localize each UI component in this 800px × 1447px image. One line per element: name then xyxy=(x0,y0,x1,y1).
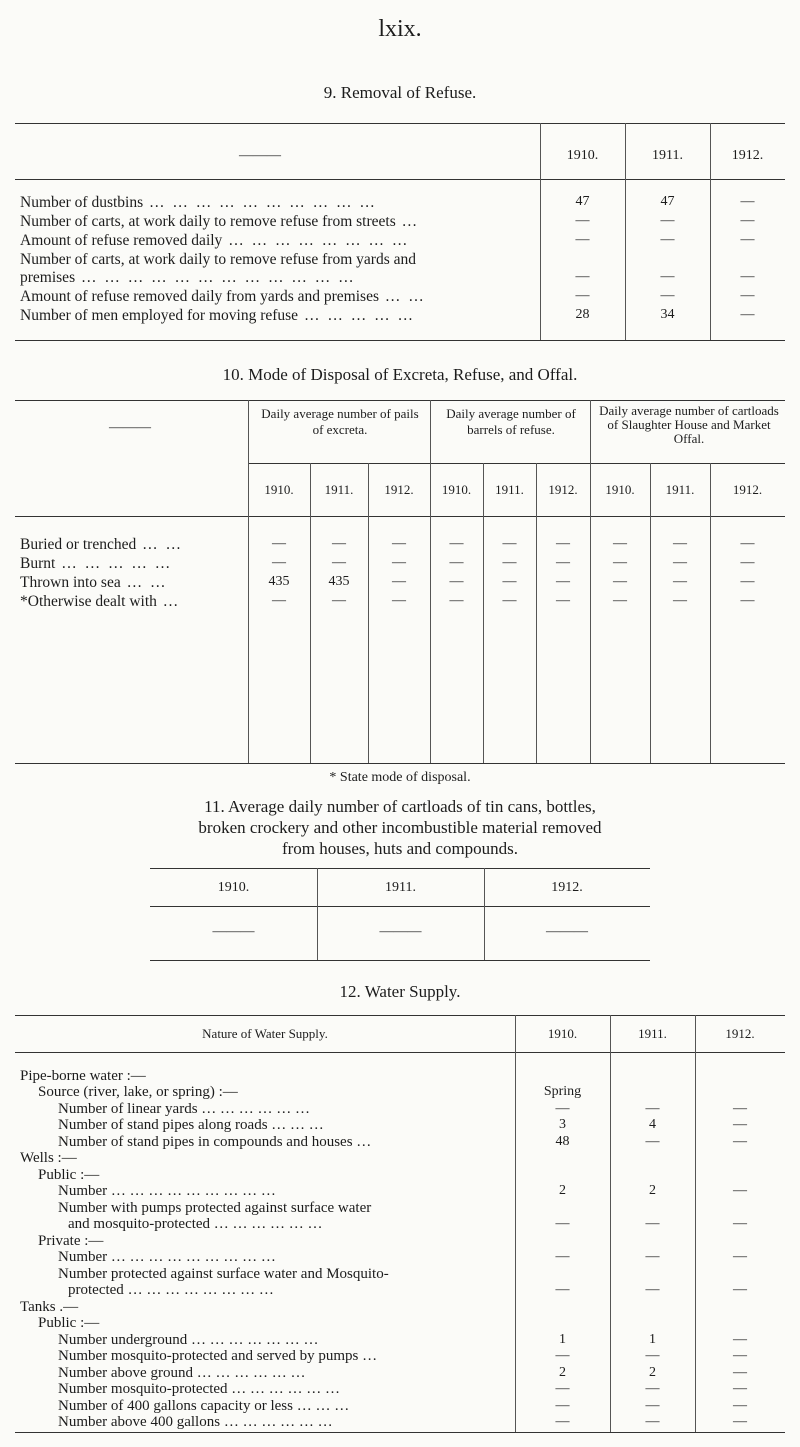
value-cell: — xyxy=(733,1282,747,1297)
value-cell: — xyxy=(733,1183,747,1198)
leader-dots: … … … … … … xyxy=(227,1381,341,1397)
footnote: * State mode of disposal. xyxy=(329,770,471,785)
value-cell: 2 xyxy=(559,1365,566,1380)
value-cell: — xyxy=(645,1414,660,1429)
row-label-text: Number above ground xyxy=(58,1365,193,1381)
value-cell: — xyxy=(740,232,755,247)
value-cell: — xyxy=(555,1381,570,1396)
value-cell: 2 xyxy=(649,1183,656,1198)
row-label xyxy=(58,1332,319,1349)
value-cell: — xyxy=(502,593,517,608)
year-header: 1912. xyxy=(725,1026,755,1041)
rule xyxy=(15,1432,785,1433)
row-label-text: Number underground xyxy=(58,1332,188,1348)
row-label-text: Number of 400 gallons capacity or less xyxy=(58,1398,293,1414)
leader-dots: … … … … … … xyxy=(197,1101,311,1117)
row-label-text: premises xyxy=(20,269,76,286)
row-label-text: Wells :— xyxy=(20,1150,77,1166)
row-label-text: Public :— xyxy=(38,1167,100,1183)
column-divider xyxy=(368,463,369,763)
value-cell: Spring xyxy=(543,1084,582,1099)
value-cell: — xyxy=(673,574,687,589)
rule xyxy=(15,763,785,764)
value-cell: — xyxy=(645,1381,660,1396)
value-cell: — xyxy=(733,1117,747,1132)
value-cell: — xyxy=(613,555,627,570)
row-label-text: Number of linear yards xyxy=(58,1101,198,1117)
value-cell: — xyxy=(556,593,570,608)
value-cell: — xyxy=(392,555,406,570)
row-label-text: Thrown into sea xyxy=(20,574,121,591)
row-label-text: Tanks .— xyxy=(20,1299,79,1315)
value-cell: — xyxy=(660,288,675,303)
value-cell: — xyxy=(272,536,286,551)
row-label xyxy=(68,1282,274,1299)
rule xyxy=(150,960,650,961)
value-cell: — xyxy=(733,1134,747,1149)
leader-dots: … … … … … … … … … … xyxy=(143,194,377,211)
value-cell: 1 xyxy=(649,1332,656,1347)
year-header: 1911. xyxy=(495,482,524,497)
value-cell: — xyxy=(740,536,755,551)
row-label-text: Burnt xyxy=(20,555,56,572)
row-label xyxy=(38,1084,238,1101)
value-cell: — xyxy=(392,593,406,608)
value-cell: — xyxy=(740,194,755,209)
column-divider xyxy=(650,463,651,763)
leader-dots: … … xyxy=(120,574,168,591)
value-cell: — xyxy=(332,536,346,551)
row-label xyxy=(58,1348,377,1365)
row-label xyxy=(20,574,167,592)
year-header: 1911. xyxy=(638,1026,667,1041)
value-cell: ——— xyxy=(212,924,255,939)
group-header-refuse: Daily average number of barrels of refuse. xyxy=(446,406,576,437)
row-label-text: Number of stand pipes along roads xyxy=(58,1117,268,1133)
row-label-text: Amount of refuse removed daily xyxy=(20,232,223,249)
row-label xyxy=(20,213,419,231)
leader-dots: … xyxy=(352,1134,372,1150)
leader-dots: … xyxy=(358,1348,378,1364)
leader-dots: … … … … … … xyxy=(220,1414,333,1430)
rule xyxy=(150,906,650,907)
value-cell: — xyxy=(575,232,590,247)
row-label-text: and mosquito-protected xyxy=(68,1216,211,1232)
row-label xyxy=(58,1414,333,1431)
value-cell: 4 xyxy=(649,1117,656,1132)
value-cell: — xyxy=(740,269,755,284)
value-cell: — xyxy=(733,1348,747,1363)
row-label-text: Private :— xyxy=(38,1233,104,1249)
row-label xyxy=(20,307,415,325)
value-cell: — xyxy=(555,1249,570,1264)
value-cell: — xyxy=(660,269,675,284)
value-cell: — xyxy=(645,1249,660,1264)
year-header: 1911. xyxy=(324,482,354,497)
value-cell: — xyxy=(556,536,570,551)
row-label xyxy=(58,1183,276,1200)
value-cell: — xyxy=(733,1249,747,1264)
value-cell: — xyxy=(613,593,627,608)
row-label xyxy=(58,1381,340,1398)
value-cell: — xyxy=(673,593,687,608)
value-cell: — xyxy=(555,1398,570,1413)
row-label-text: Number protected against surface water and Mosquito- xyxy=(58,1266,389,1282)
row-label xyxy=(58,1266,389,1283)
value-cell: 2 xyxy=(649,1365,656,1380)
year-header: 1912. xyxy=(732,482,763,497)
row-label xyxy=(38,1167,99,1184)
row-label xyxy=(38,1233,103,1250)
value-cell: — xyxy=(613,536,627,551)
leader-dots: … … … … … … … … … xyxy=(107,1183,276,1199)
value-cell: — xyxy=(502,555,517,570)
leader-dots: … … xyxy=(136,536,183,553)
value-cell: — xyxy=(733,1101,747,1116)
year-header: 1910. xyxy=(264,482,294,497)
section-9-title: 9. Removal of Refuse. xyxy=(323,83,477,102)
value-cell: — xyxy=(673,555,687,570)
value-cell: — xyxy=(575,213,590,228)
leader-dots: … … … … … xyxy=(298,307,415,324)
value-cell: 2 xyxy=(559,1183,566,1198)
rule xyxy=(15,1052,785,1053)
value-cell: — xyxy=(740,307,755,322)
value-cell: 34 xyxy=(660,307,675,322)
value-cell: — xyxy=(449,536,464,551)
year-header: 1912. xyxy=(731,148,764,163)
value-cell: — xyxy=(645,1282,660,1297)
group-header-excreta: Daily average number of pails of excreta. xyxy=(261,406,419,437)
value-cell: — xyxy=(555,1348,570,1363)
row-label xyxy=(58,1249,276,1266)
value-cell: — xyxy=(392,536,406,551)
rule xyxy=(15,516,785,517)
row-label xyxy=(20,1150,77,1167)
value-cell: — xyxy=(740,213,755,228)
row-label-text: Number above 400 gallons xyxy=(58,1414,221,1430)
value-cell: 3 xyxy=(559,1117,566,1132)
row-label xyxy=(58,1101,310,1118)
value-cell: — xyxy=(660,232,675,247)
value-cell: — xyxy=(449,555,464,570)
corner-dash: ——— xyxy=(239,148,281,163)
row-label xyxy=(20,593,180,611)
value-cell: — xyxy=(575,269,590,284)
value-cell: ——— xyxy=(379,924,422,939)
row-label xyxy=(20,232,409,250)
value-cell: 435 xyxy=(328,574,350,589)
value-cell: 28 xyxy=(575,307,590,322)
value-cell: — xyxy=(332,593,346,608)
value-cell: — xyxy=(575,288,590,303)
value-cell: 435 xyxy=(268,574,290,589)
value-cell: — xyxy=(449,574,464,589)
leader-dots: … … … … … … xyxy=(210,1216,323,1232)
year-header: 1911. xyxy=(652,148,683,163)
row-label-text: Number xyxy=(58,1249,108,1265)
value-cell: — xyxy=(613,574,627,589)
leader-dots: … … xyxy=(378,288,426,305)
row-label xyxy=(20,269,356,287)
row-label xyxy=(20,536,183,554)
year-header: 1910. xyxy=(566,148,599,163)
year-header: 1912. xyxy=(384,482,414,497)
rule xyxy=(15,179,785,180)
leader-dots: … … … … … … … xyxy=(187,1332,319,1348)
value-cell: — xyxy=(645,1101,660,1116)
value-cell: — xyxy=(502,536,517,551)
row-label xyxy=(20,251,416,269)
row-label-text: Number mosquito-protected xyxy=(58,1381,228,1397)
section-11-title-line2: broken crockery and other incombustible material removed xyxy=(198,818,602,837)
value-cell: — xyxy=(673,536,687,551)
row-label-text: Buried or trenched xyxy=(20,536,137,553)
rule xyxy=(150,868,650,869)
row-label-text: Number of dustbins xyxy=(20,194,144,211)
value-cell: — xyxy=(555,1101,570,1116)
section-12-title: 12. Water Supply. xyxy=(339,982,461,1001)
value-cell: — xyxy=(733,1365,747,1380)
row-label xyxy=(58,1117,324,1134)
row-label-text: Number mosquito-protected and served by pumps xyxy=(58,1348,359,1364)
value-cell: — xyxy=(733,1398,747,1413)
row-label xyxy=(58,1200,371,1217)
row-label-text: Number of men employed for moving refuse xyxy=(20,307,299,324)
row-label-text: Number of stand pipes in compounds and houses xyxy=(58,1134,353,1150)
value-cell: — xyxy=(645,1398,660,1413)
column-divider xyxy=(310,463,311,763)
value-cell: 47 xyxy=(575,194,590,209)
value-cell: — xyxy=(645,1134,660,1149)
column-divider xyxy=(483,463,484,763)
value-cell: — xyxy=(740,574,755,589)
row-label-text: Number of carts, at work daily to remove refuse from yards and xyxy=(20,251,416,268)
leader-dots: … … … xyxy=(292,1398,350,1414)
row-label xyxy=(58,1365,305,1382)
rule xyxy=(248,463,785,464)
rule xyxy=(15,400,785,401)
row-label-text: Number of carts, at work daily to remove refuse from streets xyxy=(20,213,396,230)
row-label xyxy=(20,555,172,573)
value-cell: — xyxy=(555,1216,570,1231)
row-label-text: Public :— xyxy=(38,1315,100,1331)
row-label xyxy=(20,1068,146,1085)
rule xyxy=(15,123,785,124)
year-header: 1910. xyxy=(217,880,250,895)
value-cell: — xyxy=(740,593,755,608)
nature-header: Nature of Water Supply. xyxy=(202,1026,328,1041)
leader-dots: … … … … … … … … xyxy=(123,1282,274,1298)
corner-dash: ——— xyxy=(109,420,151,435)
row-label-text: protected xyxy=(68,1282,124,1298)
year-header: 1910. xyxy=(441,482,472,497)
year-header: 1910. xyxy=(547,1026,578,1041)
value-cell: — xyxy=(740,555,755,570)
year-header: 1912. xyxy=(551,880,583,895)
section-11-title-line3: from houses, huts and compounds. xyxy=(281,839,519,858)
leader-dots: … xyxy=(395,213,420,230)
leader-dots: … … … … … xyxy=(55,555,173,572)
value-cell: — xyxy=(645,1348,660,1363)
value-cell: — xyxy=(332,555,346,570)
leader-dots: … … … … … … xyxy=(192,1365,306,1381)
value-cell: — xyxy=(555,1282,570,1297)
row-label xyxy=(68,1216,323,1233)
value-cell: — xyxy=(555,1414,570,1429)
section-11-title-line1: 11. Average daily number of cartloads of tin cans, bottles, xyxy=(204,797,596,816)
row-label xyxy=(58,1398,349,1415)
value-cell: — xyxy=(392,574,406,589)
row-label-text: Number with pumps protected against surface water xyxy=(58,1200,372,1216)
leader-dots: … xyxy=(156,593,181,610)
row-label-text: Amount of refuse removed daily from yards and premises xyxy=(20,288,379,305)
value-cell: — xyxy=(733,1414,747,1429)
row-label xyxy=(20,1299,78,1316)
column-divider xyxy=(710,463,711,763)
value-cell: — xyxy=(740,288,755,303)
section-10-title: 10. Mode of Disposal of Excreta, Refuse, and Offal. xyxy=(222,365,578,384)
value-cell: — xyxy=(556,555,570,570)
value-cell: — xyxy=(556,574,570,589)
row-label-text: Pipe-borne water :— xyxy=(20,1068,146,1084)
value-cell: — xyxy=(272,593,286,608)
row-label xyxy=(20,288,426,306)
row-label-text: Number xyxy=(58,1183,108,1199)
rule xyxy=(15,1015,785,1016)
year-header: 1911. xyxy=(665,482,695,497)
value-cell: 1 xyxy=(559,1332,566,1347)
value-cell: — xyxy=(502,574,517,589)
value-cell: 48 xyxy=(555,1134,570,1149)
leader-dots: … … … … … … … … xyxy=(222,232,410,249)
value-cell: — xyxy=(660,213,675,228)
group-header-offal: Daily average number of cartloads of Slaughter House and Market Offal. xyxy=(599,403,779,446)
year-header: 1910. xyxy=(605,482,635,497)
year-header: 1912. xyxy=(548,482,578,497)
row-label-text: *Otherwise dealt with xyxy=(20,593,157,610)
leader-dots: … … … xyxy=(267,1117,324,1133)
leader-dots: … … … … … … … … … … … … xyxy=(75,269,356,286)
value-cell: 47 xyxy=(660,194,675,209)
value-cell: — xyxy=(272,555,286,570)
column-divider xyxy=(536,463,537,763)
value-cell: — xyxy=(733,1216,747,1231)
value-cell: — xyxy=(449,593,464,608)
value-cell: — xyxy=(733,1332,747,1347)
page-number: lxix. xyxy=(378,16,422,42)
value-cell: — xyxy=(733,1381,747,1396)
value-cell: — xyxy=(645,1216,660,1231)
row-label xyxy=(20,194,377,212)
rule xyxy=(15,340,785,341)
row-label xyxy=(38,1315,99,1332)
value-cell: ——— xyxy=(546,924,588,939)
row-label xyxy=(58,1134,371,1151)
leader-dots: … … … … … … … … … xyxy=(107,1249,276,1265)
row-label-text: Source (river, lake, or spring) :— xyxy=(38,1084,238,1100)
year-header: 1911. xyxy=(385,880,416,895)
